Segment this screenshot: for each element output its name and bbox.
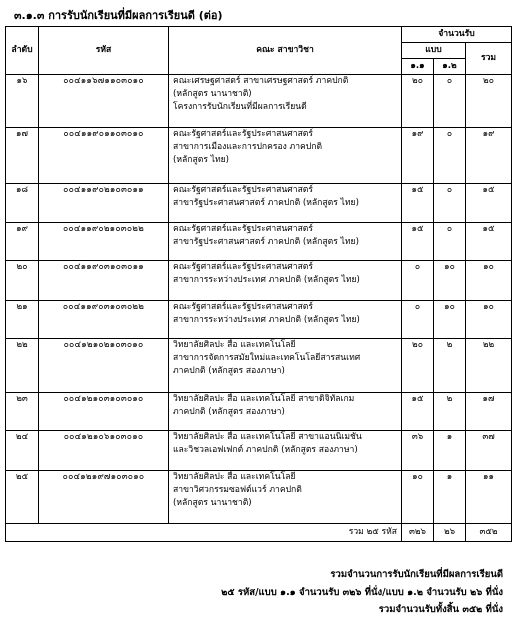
row-faculty (169, 301, 402, 339)
row-order: ๑๙ (6, 223, 39, 261)
row-faculty (169, 261, 402, 301)
header-faculty: คณะ สาขาวิชา (169, 27, 402, 75)
row-order: ๑๘ (6, 184, 39, 223)
faculty-line: วิทยาลัยศิลปะ สื่อ และเทคโนโลยี สาขาดิจิทัลเกม (173, 394, 355, 404)
row-type-1-1: ๑๐ (402, 471, 434, 524)
row-type-1-2: ๐ (434, 75, 466, 128)
row-order: ๒๒ (6, 339, 39, 393)
faculty-line: คณะรัฐศาสตร์และรัฐประศาสนศาสตร์ (173, 129, 314, 139)
faculty-line: สาขาวิศวกรรมซอฟต์แวร์ ภาคปกติ (173, 485, 302, 496)
row-faculty (169, 393, 402, 431)
faculty-line: สาขารัฐประศาสนศาสตร์ ภาคปกติ (หลักสูตร ไทย) (173, 237, 359, 248)
row-code: ๐๐๔๑๑๙๐๒๑๐๓๐๒๒ (39, 223, 169, 261)
row-total: ๒๒ (466, 339, 512, 393)
table-row (6, 184, 512, 223)
row-type-1-2: ๑๐ (434, 261, 466, 301)
row-type-1-1: ๑๕ (402, 223, 434, 261)
row-order: ๑๗ (6, 128, 39, 184)
header-total: รวม (466, 43, 512, 75)
row-faculty (169, 75, 402, 128)
row-type-1-1: ๒๐ (402, 339, 434, 393)
row-faculty (169, 223, 402, 261)
summary-line-3: รวมจำนวนรับทั้งสิ้น ๓๕๒ ที่นั่ง (378, 604, 503, 615)
summary (221, 566, 503, 619)
header-code: รหัส (39, 27, 169, 75)
row-total: ๑๐ (466, 261, 512, 301)
row-code: ๐๐๔๑๑๙๐๓๑๐๓๐๑๑ (39, 261, 169, 301)
row-type-1-2: ๑ (434, 431, 466, 471)
faculty-line: สาขาการเมืองและการปกครอง ภาคปกติ (173, 142, 323, 153)
row-total: ๑๑ (466, 471, 512, 524)
row-faculty (169, 471, 402, 524)
table-row (6, 301, 512, 339)
faculty-line: สาขาการจัดการสมัยใหม่และเทคโนโลยีสารสนเทศ (173, 353, 361, 364)
row-order: ๒๑ (6, 301, 39, 339)
faculty-line: (หลักสูตร นานาชาติ) (173, 498, 252, 509)
summary-line-1: รวมจำนวนการรับนักเรียนที่มีผลการเรียนดี (330, 569, 503, 580)
row-total: ๓๗ (466, 431, 512, 471)
row-type-1-2: ๒ (434, 393, 466, 431)
faculty-line: คณะเศรษฐศาสตร์ สาขาเศรษฐศาสตร์ ภาคปกติ (173, 76, 349, 86)
table-row (6, 431, 512, 471)
total-all: ๓๕๒ (466, 524, 512, 542)
faculty-line: โครงการรับนักเรียนที่มีผลการเรียนดี (173, 102, 307, 113)
table-body (6, 75, 512, 524)
row-type-1-2: ๒ (434, 339, 466, 393)
table-row (6, 339, 512, 393)
row-type-1-1: ๑๕ (402, 393, 434, 431)
row-code: ๐๐๔๑๑๙๐๒๑๐๓๐๑๑ (39, 184, 169, 223)
page-title: ๓.๑.๓ การรับนักเรียนที่มีผลการเรียนดี (ต่อ) (14, 9, 223, 22)
total-type-1-1: ๓๒๖ (402, 524, 434, 542)
faculty-line: และวิชวลเอฟเฟกต์ ภาคปกติ (หลักสูตร สองภาษา) (173, 445, 358, 456)
table-row (6, 223, 512, 261)
row-total: ๑๕ (466, 184, 512, 223)
faculty-line: สาขารัฐประศาสนศาสตร์ ภาคปกติ (หลักสูตร ไทย) (173, 198, 359, 209)
faculty-line: วิทยาลัยศิลปะ สื่อ และเทคโนโลยี (173, 472, 296, 482)
row-type-1-1: ๒๐ (402, 75, 434, 128)
faculty-line: คณะรัฐศาสตร์และรัฐประศาสนศาสตร์ (173, 185, 314, 195)
table-row (6, 128, 512, 184)
row-total: ๑๙ (466, 128, 512, 184)
row-code: ๐๐๔๑๒๑๐๒๑๐๓๐๑๐ (39, 339, 169, 393)
header-type-1-2: ๑.๒ (434, 59, 466, 75)
row-type-1-2: ๐ (434, 184, 466, 223)
row-code: ๐๐๔๑๒๑๐๖๑๐๓๐๑๐ (39, 431, 169, 471)
faculty-line: สาขาการระหว่างประเทศ ภาคปกติ (หลักสูตร ไทย) (173, 275, 360, 286)
header-type-1-1: ๑.๑ (402, 59, 434, 75)
row-type-1-1: ๓๖ (402, 431, 434, 471)
table-row (6, 393, 512, 431)
row-code: ๐๐๔๑๑๙๐๓๑๐๓๐๒๒ (39, 301, 169, 339)
row-order: ๒๐ (6, 261, 39, 301)
row-type-1-1: ๑๙ (402, 128, 434, 184)
row-total: ๑๐ (466, 301, 512, 339)
faculty-line: ภาคปกติ (หลักสูตร สองภาษา) (173, 407, 285, 418)
faculty-line: วิทยาลัยศิลปะ สื่อ และเทคโนโลยี สาขาแอนนิเมชัน (173, 432, 362, 442)
faculty-line: สาขาการระหว่างประเทศ ภาคปกติ (หลักสูตร ไทย) (173, 315, 360, 326)
faculty-line: (หลักสูตร ไทย) (173, 155, 230, 166)
row-code: ๐๐๔๑๑๙๐๑๑๐๓๐๑๐ (39, 128, 169, 184)
row-type-1-2: ๑ (434, 471, 466, 524)
row-order: ๒๓ (6, 393, 39, 431)
header-order: ลำดับ (6, 27, 39, 75)
table-row (6, 471, 512, 524)
faculty-line: วิทยาลัยศิลปะ สื่อ และเทคโนโลยี (173, 340, 296, 350)
row-code: ๐๐๔๑๑๖๗๑๑๐๓๐๑๐ (39, 75, 169, 128)
faculty-line: ภาคปกติ (หลักสูตร สองภาษา) (173, 366, 285, 377)
row-total: ๑๗ (466, 393, 512, 431)
total-row (6, 524, 512, 542)
faculty-line: คณะรัฐศาสตร์และรัฐประศาสนศาสตร์ (173, 262, 314, 272)
row-total: ๒๐ (466, 75, 512, 128)
row-type-1-2: ๐ (434, 223, 466, 261)
summary-line-2: ๒๕ รหัส/แบบ ๑.๑ จำนวนรับ ๓๒๖ ที่นั่ง/แบบ ๑.๒ จำนวนรับ ๒๖ ที่นั่ง (221, 586, 503, 598)
total-label: รวม ๒๕ รหัส (6, 524, 402, 542)
header-quota: จำนวนรับ (402, 27, 512, 43)
row-total: ๑๕ (466, 223, 512, 261)
row-type-1-1: ๐ (402, 301, 434, 339)
table-row (6, 75, 512, 128)
row-type-1-2: ๐ (434, 128, 466, 184)
faculty-line: คณะรัฐศาสตร์และรัฐประศาสนศาสตร์ (173, 224, 314, 234)
row-type-1-1: ๐ (402, 261, 434, 301)
row-code: ๐๐๔๑๒๑๐๓๑๐๓๐๑๐ (39, 393, 169, 431)
header-type: แบบ (402, 43, 466, 59)
row-order: ๒๕ (6, 471, 39, 524)
row-faculty (169, 339, 402, 393)
admissions-table (5, 26, 512, 542)
table-row (6, 261, 512, 301)
row-order: ๒๔ (6, 431, 39, 471)
row-order: ๑๖ (6, 75, 39, 128)
faculty-line: คณะรัฐศาสตร์และรัฐประศาสนศาสตร์ (173, 302, 314, 312)
row-faculty (169, 128, 402, 184)
row-faculty (169, 184, 402, 223)
row-type-1-2: ๑๐ (434, 301, 466, 339)
row-faculty (169, 431, 402, 471)
row-code: ๐๐๔๑๒๑๙๗๑๐๓๐๑๐ (39, 471, 169, 524)
row-type-1-1: ๑๕ (402, 184, 434, 223)
faculty-line: (หลักสูตร นานาชาติ) (173, 89, 252, 100)
total-type-1-2: ๒๖ (434, 524, 466, 542)
